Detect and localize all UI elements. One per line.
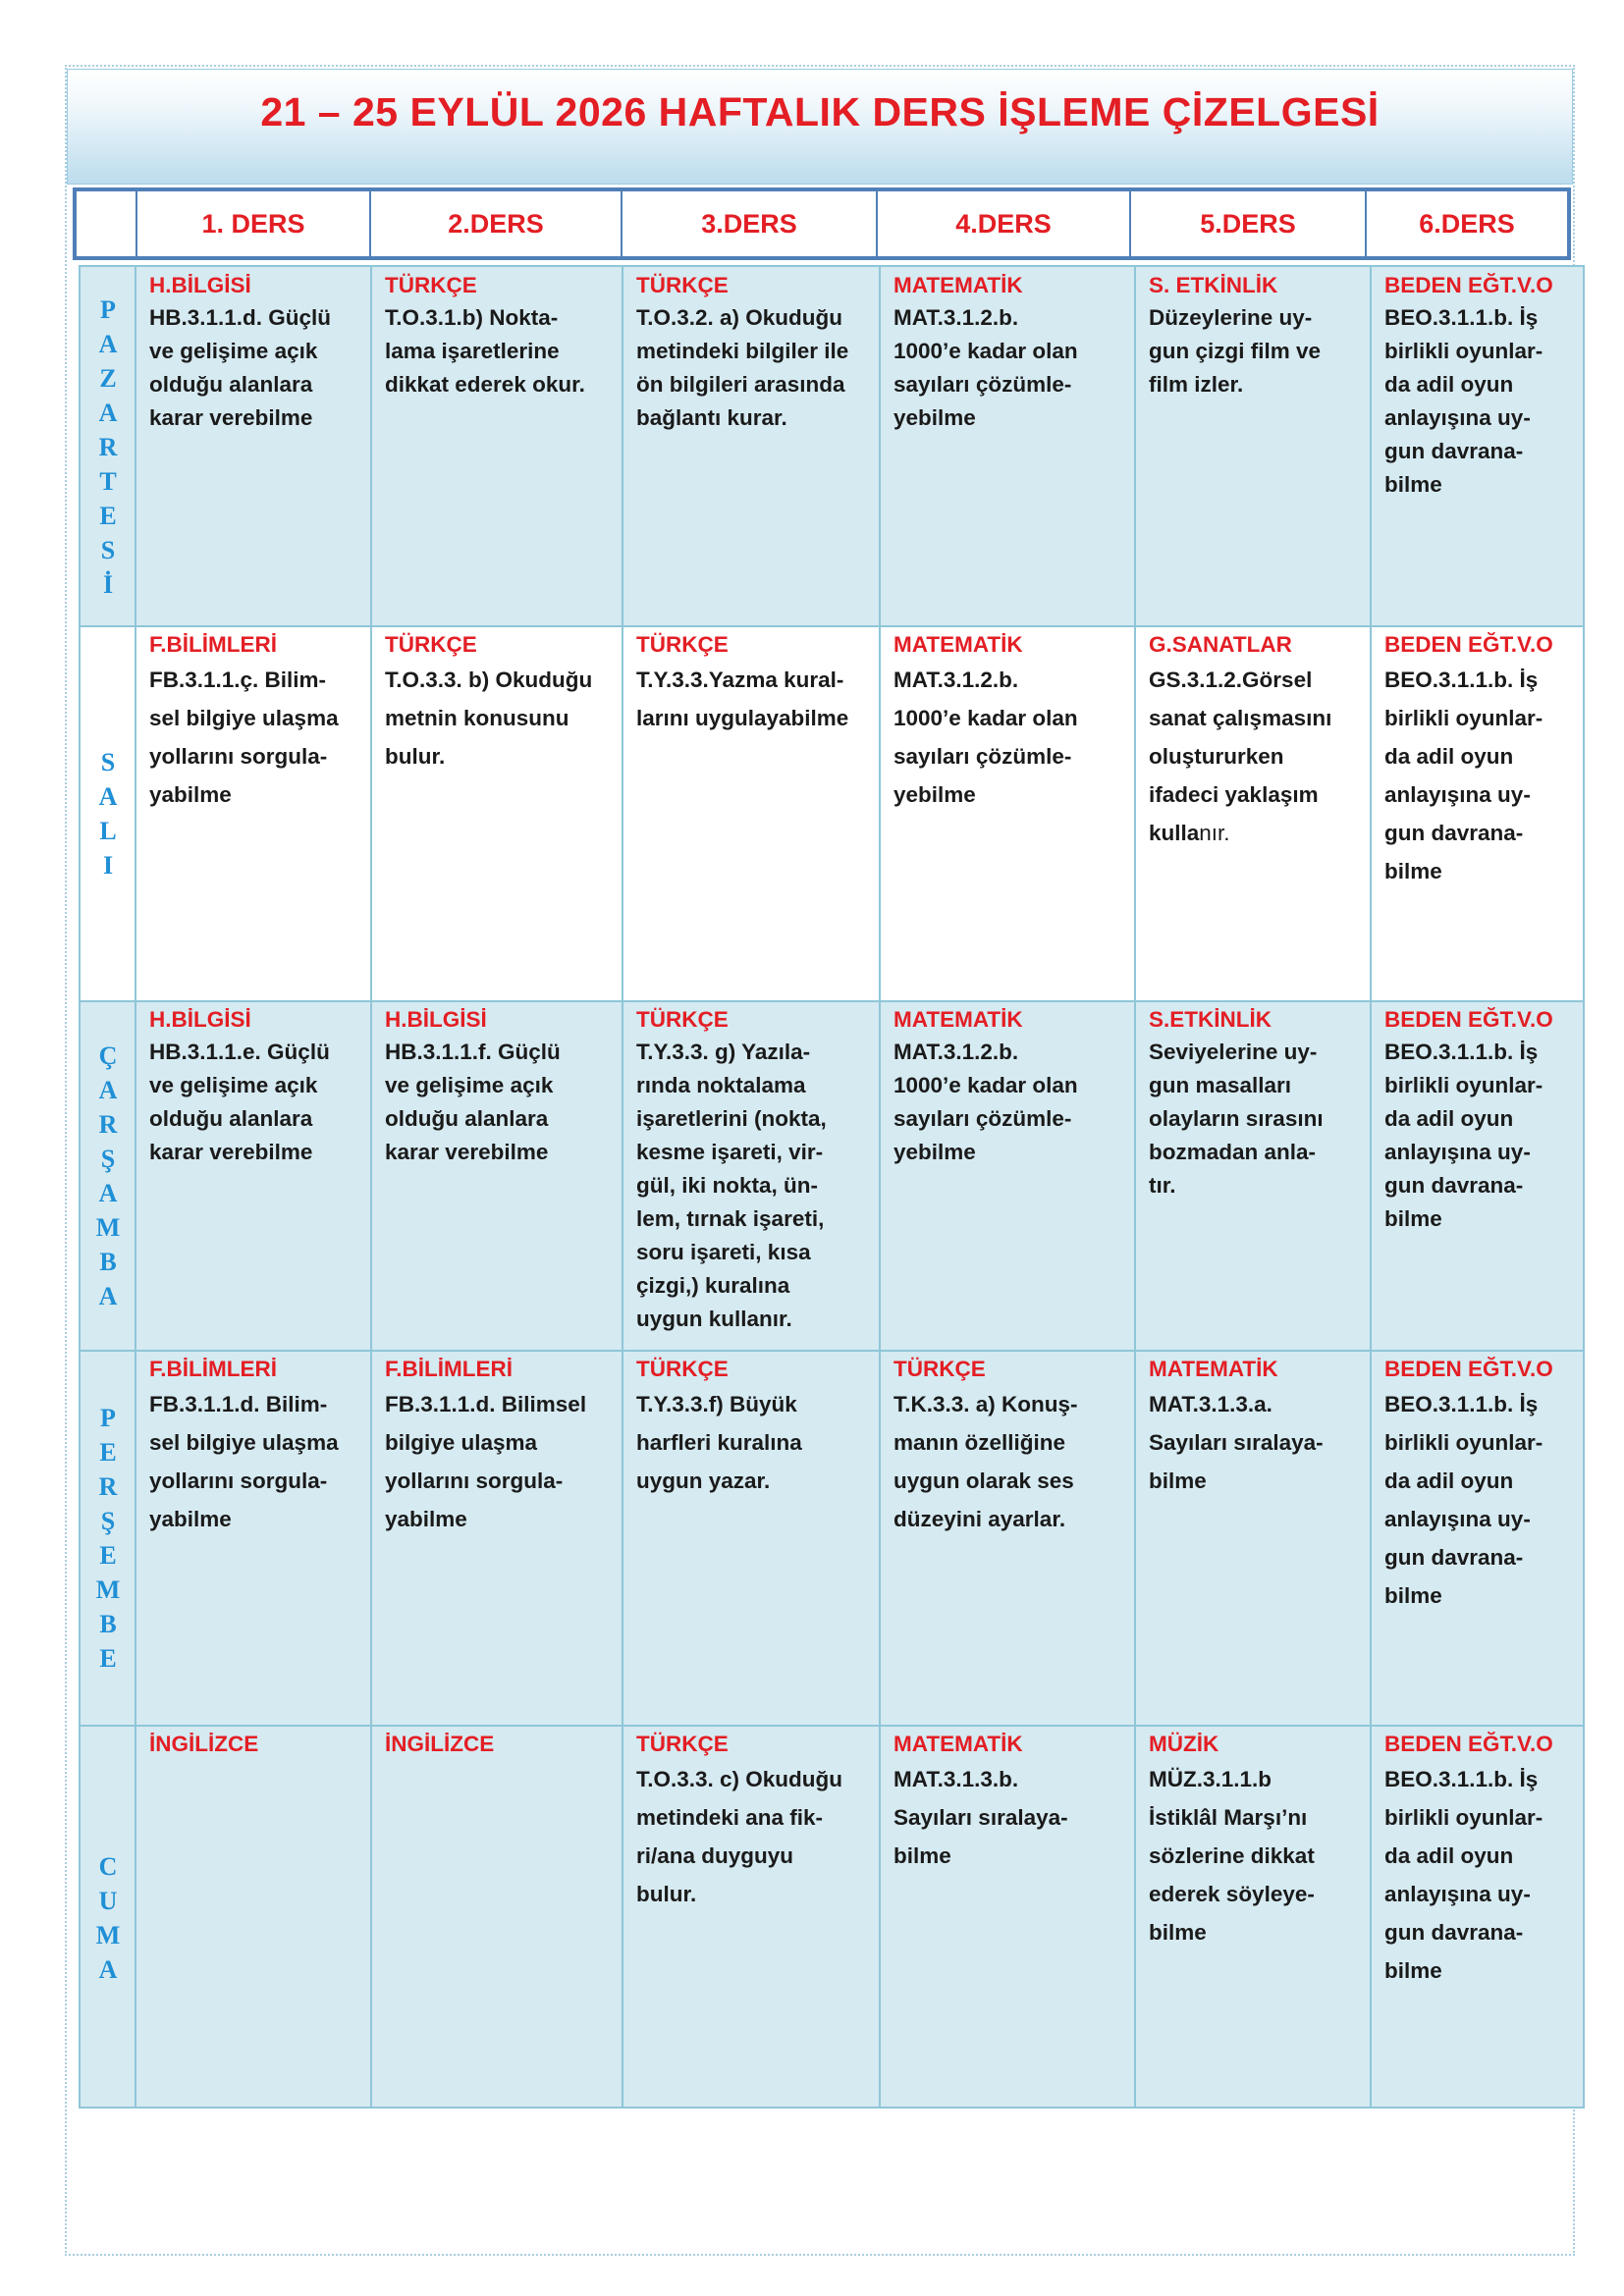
lesson-cell-pazartesi-5 [1149,269,1365,401]
period-header-row [73,187,1571,260]
lesson-outcome-text-thin: nır. [1199,821,1230,845]
day-label-persembe [81,1351,135,1726]
lesson-cell-persembe-1 [149,1353,365,1538]
lesson-outcome-text: Düzeylerine uy- gun çizgi film ve film izler. [1149,305,1322,397]
lesson-cell-sali-4 [893,628,1129,814]
lesson-outcome-text: HB.3.1.1.f. Güçlü ve gelişime açık olduğu alanlara karar verebilme [385,1040,561,1164]
lesson-subject: BEDEN EĞT.V.O [1384,273,1553,297]
lesson-outcome [149,301,365,435]
day-letter: M [95,1921,121,1949]
header-period-3: 3.DERS [621,191,876,256]
day-letter: A [98,329,118,358]
lesson-cell-pazartesi-3 [636,269,874,435]
page-title: 21 – 25 EYLÜL 2026 HAFTALIK DERS İŞLEME ÇİZELGESİ [260,89,1380,134]
lesson-outcome-text: BEO.3.1.1.b. İş birlikli oyunlar- da adil oyun anlayışına uy- gun davrana- bilme [1384,1767,1543,1983]
lesson-outcome-text: BEO.3.1.1.b. İş birlikli oyunlar- da adil oyun anlayışına uy- gun davrana- bilme [1384,667,1543,883]
lesson-outcome-text: MAT.3.1.3.b. Sayıları sıralaya- bilme [893,1767,1068,1868]
lesson-subject: İNGİLİZCE [385,1732,495,1756]
day-letter: R [98,1472,118,1501]
lesson-cell-sali-5 [1149,628,1365,852]
lesson-outcome [893,661,1129,814]
day-label-cuma [81,1726,135,2110]
lesson-outcome [893,1385,1129,1538]
row-divider [81,1350,1583,1352]
day-letter: A [98,782,118,811]
lesson-cell-cuma-1 [149,1728,365,1760]
column-divider [370,267,372,2107]
lesson-outcome-text: HB.3.1.1.d. Güçlü ve gelişime açık olduğu alanlara karar verebilme [149,305,332,430]
day-letter: T [99,466,117,496]
lesson-outcome-text: FB.3.1.1.ç. Bilim- sel bilgiye ulaşma yollarını sorgula- yabilme [149,667,339,807]
lesson-outcome-text: T.Y.3.3.Yazma kural- larını uygulayabilme [636,667,849,730]
lesson-subject: BEDEN EĞT.V.O [1384,632,1553,657]
day-letter: M [95,1213,121,1242]
day-letter: Ş [100,1145,116,1173]
day-letter: E [99,1644,117,1673]
lesson-outcome [1149,1760,1365,1951]
lesson-outcome-text: Seviyelerine uy- gun masalları olayların sırasını bozmadan anla- tır. [1149,1040,1324,1198]
lesson-subject: F.BİLİMLERİ [149,1357,277,1381]
day-letter: B [99,1248,117,1276]
lesson-outcome-text: GS.3.1.2.Görsel sanat çalışmasını oluştururken ifadeci yaklaşım kulla [1149,667,1332,845]
lesson-cell-sali-3 [636,628,874,737]
lesson-subject: MATEMATİK [1149,1357,1278,1381]
lesson-outcome [149,1385,365,1538]
lesson-outcome [1149,1385,1365,1500]
lesson-cell-persembe-5 [1149,1353,1365,1500]
lesson-subject: BEDEN EĞT.V.O [1384,1007,1553,1032]
lesson-subject: H.BİLGİSİ [149,1007,251,1032]
lesson-subject: H.BİLGİSİ [385,1007,487,1032]
lesson-outcome-text: BEO.3.1.1.b. İş birlikli oyunlar- da adil oyun anlayışına uy- gun davrana- bilme [1384,1392,1543,1608]
lesson-subject: S.ETKİNLİK [1149,1007,1272,1032]
lesson-outcome-text: BEO.3.1.1.b. İş birlikli oyunlar- da adil oyun anlayışına uy- gun davrana- bilme [1384,305,1543,497]
day-letter: B [99,1610,117,1638]
day-letter: A [98,1955,118,1984]
header-period-4: 4.DERS [876,191,1129,256]
column-divider [622,267,623,2107]
day-letter: Z [99,363,117,393]
lesson-cell-persembe-2 [385,1353,617,1538]
day-letter: E [99,501,117,530]
lesson-outcome [385,301,617,401]
day-label-carsamba [81,1001,135,1351]
lesson-cell-persembe-4 [893,1353,1129,1538]
lesson-outcome-text: MAT.3.1.2.b. 1000’e kadar olan sayıları çözümle- yebilme [893,1040,1078,1164]
lesson-cell-persembe-3 [636,1353,874,1500]
lesson-outcome [149,1036,365,1169]
day-letter: R [98,432,118,461]
day-letter: A [98,1076,118,1104]
lesson-cell-carsamba-3 [636,1003,874,1336]
lesson-outcome-text: T.K.3.3. a) Konuş- manın özelliğine uygun olarak ses düzeyini ayarlar. [893,1392,1078,1531]
row-divider [81,1000,1583,1002]
lesson-outcome-text: T.O.3.3. c) Okuduğu metindeki ana fik- ri/ana duyguyu bulur. [636,1767,843,1906]
lesson-cell-carsamba-2 [385,1003,617,1169]
lesson-cell-sali-6 [1384,628,1577,890]
lesson-subject: MÜZİK [1149,1732,1219,1756]
day-letter: S [100,535,116,564]
day-letter: R [98,1110,118,1139]
lesson-outcome [1149,1036,1365,1202]
lesson-subject: TÜRKÇE [636,1007,729,1032]
lesson-outcome [893,1036,1129,1169]
day-letter: U [98,1887,118,1915]
lesson-outcome [893,301,1129,435]
header-period-1: 1. DERS [135,191,369,256]
lesson-subject: BEDEN EĞT.V.O [1384,1732,1553,1756]
day-letter: P [100,294,116,324]
day-letter: İ [102,569,114,599]
day-label-pazartesi [81,267,135,626]
lesson-outcome-text: T.Y.3.3.f) Büyük harfleri kuralına uygun yazar. [636,1392,802,1493]
row-divider [81,625,1583,627]
lesson-outcome-text: FB.3.1.1.d. Bilimsel bilgiye ulaşma yollarını sorgula- yabilme [385,1392,587,1531]
lesson-cell-persembe-6 [1384,1353,1577,1615]
lesson-outcome [1384,1385,1577,1615]
lesson-outcome-text: T.Y.3.3. g) Yazıla- rında noktalama işaretlerini (nokta, kesme işareti, vir- gül, iki nokta, ün- lem, tırnak işareti, soru işareti, kısa çizgi,) kuralına uygun kullanır. [636,1040,827,1331]
lesson-outcome [1384,661,1577,890]
lesson-subject: İNGİLİZCE [149,1732,259,1756]
lesson-cell-carsamba-6 [1384,1003,1577,1236]
lesson-cell-sali-1 [149,628,365,814]
day-letter: C [98,1852,118,1881]
lesson-outcome [1149,301,1365,401]
lesson-subject: TÜRKÇE [636,1732,729,1756]
lesson-cell-cuma-3 [636,1728,874,1913]
lesson-cell-cuma-6 [1384,1728,1577,1990]
lesson-outcome-text: MAT.3.1.2.b. 1000’e kadar olan sayıları çözümle- yebilme [893,667,1078,807]
lesson-subject: S. ETKİNLİK [1149,273,1278,297]
lesson-subject: MATEMATİK [893,1732,1023,1756]
lesson-cell-pazartesi-1 [149,269,365,435]
lesson-outcome [385,661,617,775]
lesson-subject: TÜRKÇE [385,273,477,297]
lesson-outcome [636,661,874,737]
column-divider [879,267,881,2107]
lesson-outcome-text: T.O.3.3. b) Okuduğu metnin konusunu bulur. [385,667,593,769]
lesson-subject: TÜRKÇE [636,273,729,297]
day-label-sali [81,626,135,1001]
column-divider [1134,267,1136,2107]
day-letter: Ş [100,1507,116,1535]
lesson-subject: F.BİLİMLERİ [385,1357,513,1381]
day-letter: M [95,1575,121,1604]
lesson-subject: H.BİLGİSİ [149,273,251,297]
lesson-outcome [636,1036,874,1336]
lesson-outcome [1384,1036,1577,1236]
lesson-outcome [385,1385,617,1538]
lesson-cell-sali-2 [385,628,617,775]
lesson-cell-cuma-2 [385,1728,617,1760]
lesson-cell-carsamba-1 [149,1003,365,1169]
lesson-outcome [149,661,365,814]
lesson-cell-carsamba-5 [1149,1003,1365,1202]
lesson-subject: TÜRKÇE [636,1357,729,1381]
column-divider [1370,267,1372,2107]
lesson-outcome-text: T.O.3.1.b) Nokta- lama işaretlerine dikkat ederek okur. [385,305,585,397]
lesson-subject: TÜRKÇE [893,1357,986,1381]
lesson-outcome-text: MAT.3.1.3.a. Sayıları sıralaya- bilme [1149,1392,1324,1493]
header-period-6: 6.DERS [1365,191,1567,256]
lesson-outcome-text: FB.3.1.1.d. Bilim- sel bilgiye ulaşma yollarını sorgula- yabilme [149,1392,339,1531]
lesson-cell-pazartesi-6 [1384,269,1577,502]
lesson-outcome-text: HB.3.1.1.e. Güçlü ve gelişime açık olduğu alanlara karar verebilme [149,1040,330,1164]
lesson-subject: MATEMATİK [893,273,1023,297]
lesson-cell-pazartesi-2 [385,269,617,401]
lesson-subject: G.SANATLAR [1149,632,1292,657]
header-period-2: 2.DERS [369,191,621,256]
schedule-grid [79,265,1585,2109]
day-letter: P [100,1404,116,1432]
lesson-outcome-text: MAT.3.1.2.b. 1000’e kadar olan sayıları çözümle- yebilme [893,305,1078,430]
lesson-outcome [636,1760,874,1913]
lesson-outcome [385,1036,617,1169]
day-letter: A [98,1282,118,1310]
day-letter: I [102,851,114,880]
header-period-5: 5.DERS [1129,191,1365,256]
lesson-outcome [1149,661,1365,852]
lesson-outcome [636,301,874,435]
lesson-subject: TÜRKÇE [636,632,729,657]
lesson-outcome-text: T.O.3.2. a) Okuduğu metindeki bilgiler ile ön bilgileri arasında bağlantı kurar. [636,305,849,430]
lesson-subject: TÜRKÇE [385,632,477,657]
lesson-outcome-text: BEO.3.1.1.b. İş birlikli oyunlar- da adil oyun anlayışına uy- gun davrana- bilme [1384,1040,1543,1231]
lesson-subject: BEDEN EĞT.V.O [1384,1357,1553,1381]
lesson-cell-cuma-5 [1149,1728,1365,1951]
lesson-cell-carsamba-4 [893,1003,1129,1169]
lesson-outcome [893,1760,1129,1875]
lesson-outcome [1384,1760,1577,1990]
lesson-subject: MATEMATİK [893,1007,1023,1032]
day-letter: A [98,398,118,427]
day-letter: A [98,1179,118,1207]
lesson-outcome [1384,301,1577,502]
lesson-cell-cuma-4 [893,1728,1129,1875]
day-letter: S [100,748,116,776]
day-letter: Ç [98,1041,118,1070]
lesson-cell-pazartesi-4 [893,269,1129,435]
day-letter: L [99,817,117,845]
lesson-outcome [636,1385,874,1500]
title-band [67,69,1573,185]
lesson-outcome-text: MÜZ.3.1.1.b İstiklâl Marşı’nı sözlerine dikkat ederek söyleye- bilme [1149,1767,1315,1945]
header-corner-cell [77,191,135,256]
row-divider [81,1725,1583,1727]
lesson-subject: MATEMATİK [893,632,1023,657]
lesson-subject: F.BİLİMLERİ [149,632,277,657]
day-letter: E [99,1541,117,1570]
day-letter: E [99,1438,117,1467]
